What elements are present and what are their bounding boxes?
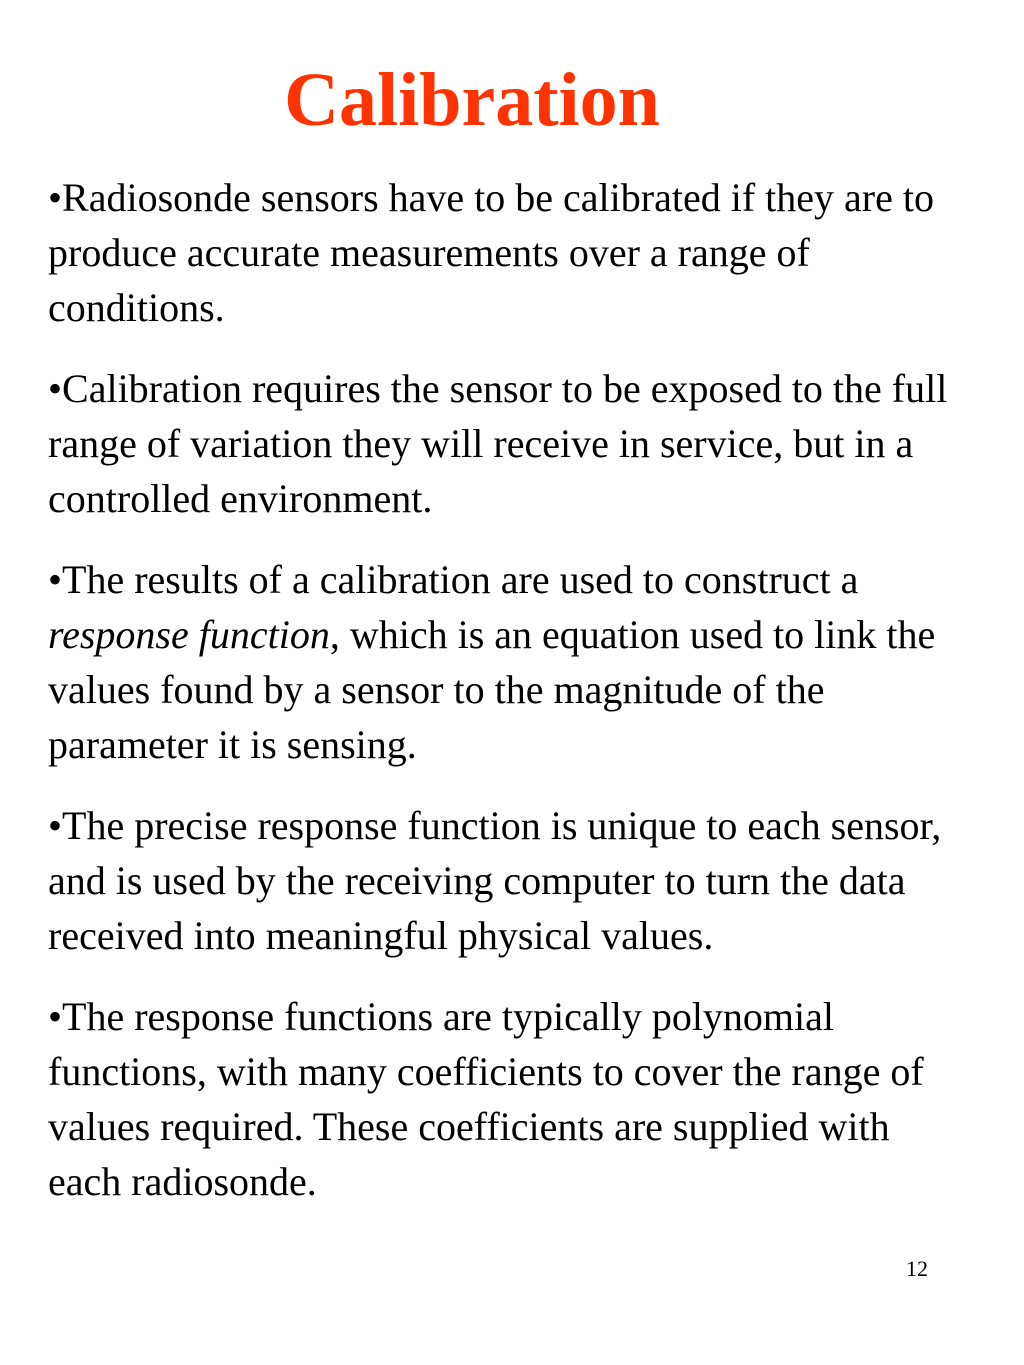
bullet-marker: • xyxy=(48,366,63,411)
bullet-text: The response functions are typically polynomial functions, with many coefficients to cover the range of values required. These coefficients are supplied with each radiosonde. xyxy=(48,994,924,1204)
bullet-item xyxy=(48,361,968,526)
slide-title: Calibration xyxy=(284,58,660,142)
bullet-item xyxy=(48,989,968,1209)
bullet-text-continued: , which is an equation used to link the values found by a sensor to the magnitude of the parameter it is sensing. xyxy=(48,612,936,767)
bullet-marker: • xyxy=(48,175,63,220)
bullet-list xyxy=(48,170,968,1235)
bullet-emphasis-term: response function xyxy=(48,612,330,657)
bullet-item xyxy=(48,552,968,772)
bullet-marker: • xyxy=(48,557,63,602)
bullet-text: Radiosonde sensors have to be calibrated if they are to produce accurate measurements over a range of conditions. xyxy=(48,175,934,330)
bullet-item xyxy=(48,798,968,963)
bullet-text: The precise response function is unique to each sensor, and is used by the receiving computer to turn the data received into meaningful physical values. xyxy=(48,803,942,958)
bullet-text: Calibration requires the sensor to be exposed to the full range of variation they will receive in service, but in a controlled environment. xyxy=(48,366,948,521)
bullet-item xyxy=(48,170,968,335)
page-number: 12 xyxy=(906,1256,928,1281)
bullet-marker: • xyxy=(48,994,63,1039)
bullet-marker: • xyxy=(48,803,63,848)
bullet-text: The results of a calibration are used to construct a xyxy=(62,557,859,602)
